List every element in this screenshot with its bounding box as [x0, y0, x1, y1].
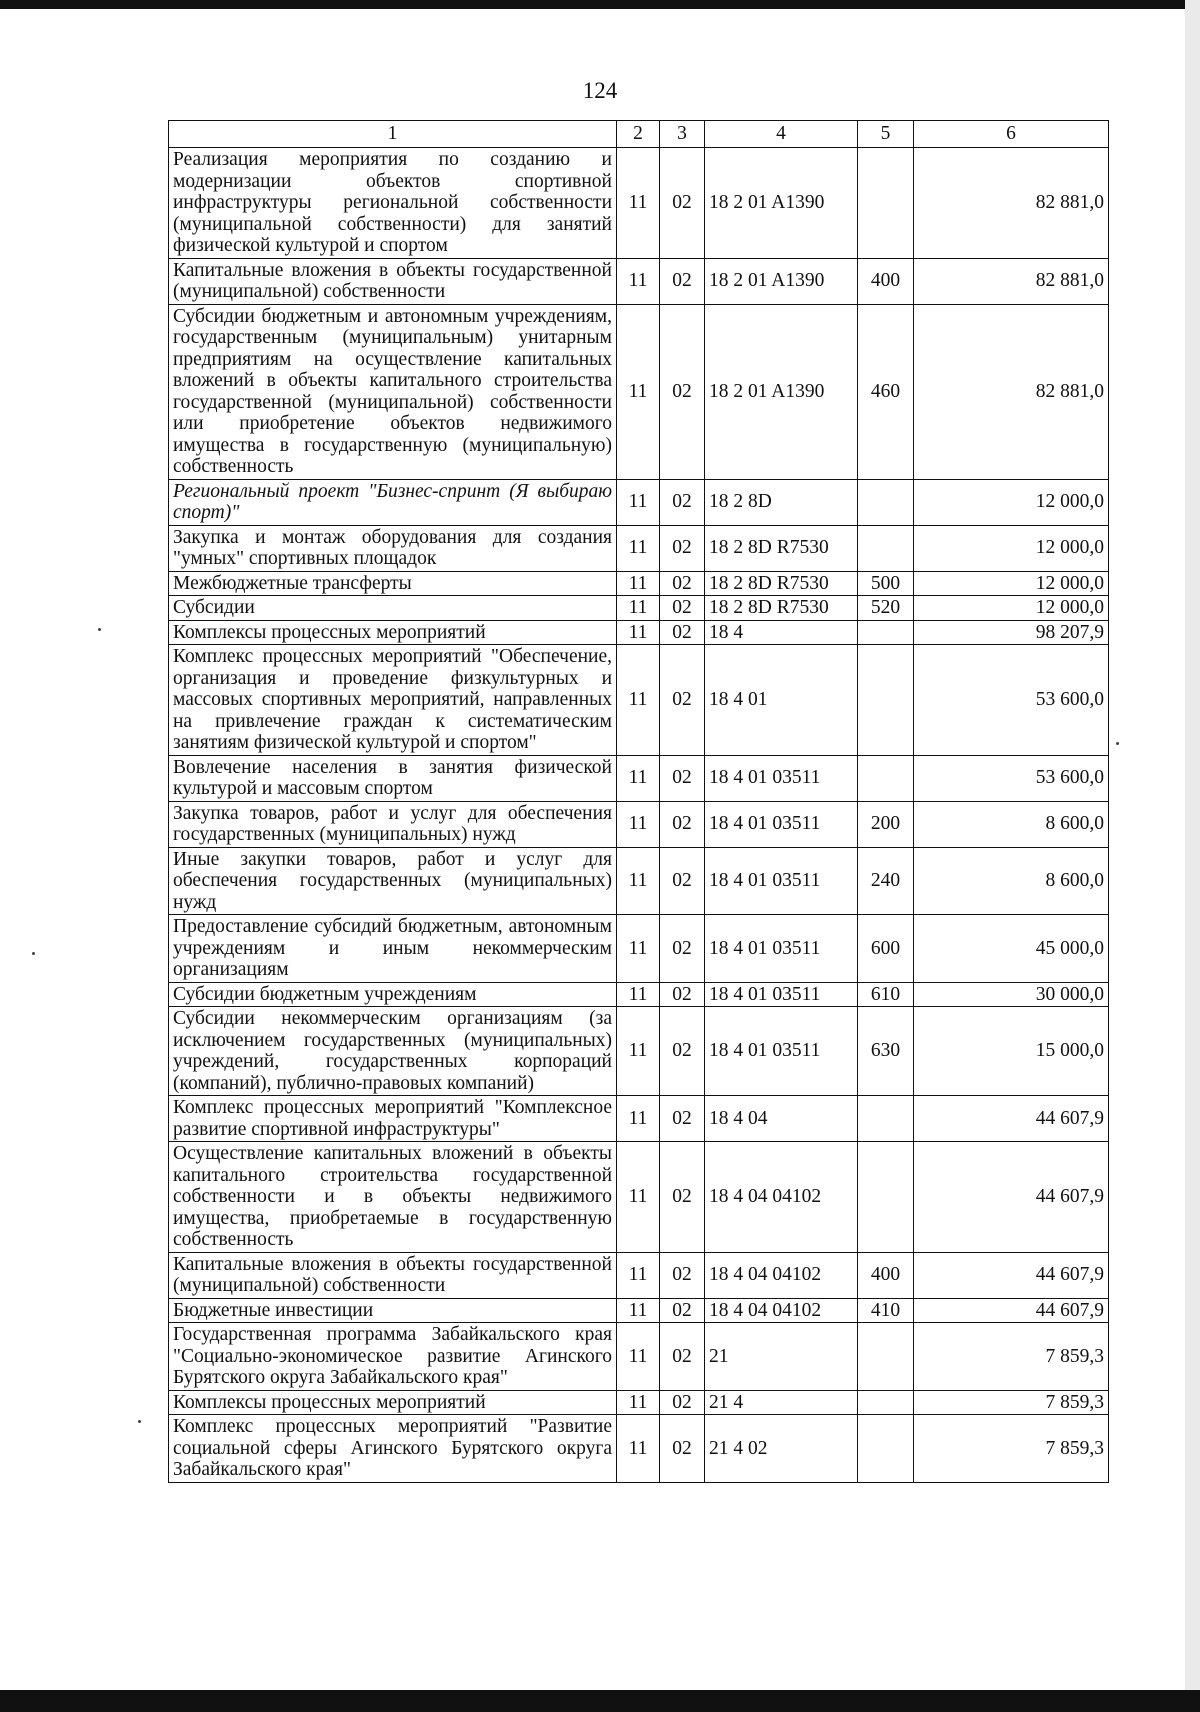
scan-speck: [1116, 742, 1119, 745]
row-name-cell: Иные закупки товаров, работ и услуг для обеспечения государственных (муниципальных) нужд: [169, 847, 617, 915]
row-name-cell: Региональный проект "Бизнес-спринт (Я выбираю спорт)": [169, 479, 617, 525]
target-article-cell: 18 2 8D R7530: [705, 525, 858, 571]
amount-cell: 12 000,0: [914, 596, 1109, 621]
page-number: 124: [582, 78, 618, 103]
target-article-cell: 18 4 01: [705, 645, 858, 756]
subsection-cell: 02: [660, 479, 705, 525]
section-cell: 11: [617, 1142, 660, 1253]
row-name-cell: Предоставление субсидий бюджетным, автономным учреждениям и иным некоммерческим организациям: [169, 915, 617, 983]
amount-cell: 44 607,9: [914, 1142, 1109, 1253]
row-name-cell: Межбюджетные трансферты: [169, 571, 617, 596]
column-header: 5: [858, 121, 914, 148]
column-header: 4: [705, 121, 858, 148]
scan-speck: [32, 952, 35, 955]
scan-border-right: [1185, 0, 1200, 1712]
section-cell: 11: [617, 525, 660, 571]
expense-type-cell: [858, 1323, 914, 1391]
section-cell: 11: [617, 915, 660, 983]
section-cell: 11: [617, 620, 660, 645]
expense-type-cell: [858, 1390, 914, 1415]
expense-type-cell: 520: [858, 596, 914, 621]
subsection-cell: 02: [660, 304, 705, 479]
target-article-cell: 18 4 01 03511: [705, 1007, 858, 1096]
section-cell: 11: [617, 479, 660, 525]
amount-cell: 8 600,0: [914, 847, 1109, 915]
table-row: [169, 571, 1109, 596]
expense-type-cell: 630: [858, 1007, 914, 1096]
table-row: [169, 847, 1109, 915]
amount-cell: 82 881,0: [914, 258, 1109, 304]
target-article-cell: 18 4 04 04102: [705, 1252, 858, 1298]
target-article-cell: 18 4 01 03511: [705, 982, 858, 1007]
subsection-cell: 02: [660, 571, 705, 596]
row-name-cell: Реализация мероприятия по созданию и модернизации объектов спортивной инфраструктуры региональной собственности (муниципальной собственности) для занятий физической культурой и спортом: [169, 148, 617, 259]
amount-cell: 8 600,0: [914, 801, 1109, 847]
scan-speck: [138, 1420, 141, 1423]
table-row: [169, 1298, 1109, 1323]
target-article-cell: 18 4 01 03511: [705, 801, 858, 847]
table-row: [169, 801, 1109, 847]
row-name-cell: Комплекс процессных мероприятий "Комплексное развитие спортивной инфраструктуры": [169, 1096, 617, 1142]
amount-cell: 44 607,9: [914, 1096, 1109, 1142]
row-name-cell: Капитальные вложения в объекты государственной (муниципальной) собственности: [169, 258, 617, 304]
amount-cell: 53 600,0: [914, 645, 1109, 756]
column-header: 2: [617, 121, 660, 148]
row-name-cell: Государственная программа Забайкальского края "Социально-экономическое развитие Агинского Бурятского округа Забайкальского края": [169, 1323, 617, 1391]
table-row: [169, 915, 1109, 983]
section-cell: 11: [617, 1415, 660, 1483]
table-row: [169, 304, 1109, 479]
row-name-cell: Субсидии некоммерческим организациям (за исключением государственных (муниципальных) учреждений, государственных корпораций (компаний), публично-правовых компаний): [169, 1007, 617, 1096]
subsection-cell: 02: [660, 1142, 705, 1253]
expense-type-cell: [858, 755, 914, 801]
section-cell: 11: [617, 1096, 660, 1142]
amount-cell: 98 207,9: [914, 620, 1109, 645]
table-row: [169, 1252, 1109, 1298]
section-cell: 11: [617, 571, 660, 596]
scan-border-top: [0, 0, 1200, 9]
expense-type-cell: 500: [858, 571, 914, 596]
table-row: [169, 1007, 1109, 1096]
subsection-cell: 02: [660, 915, 705, 983]
row-name-cell: Капитальные вложения в объекты государственной (муниципальной) собственности: [169, 1252, 617, 1298]
table-row: [169, 1096, 1109, 1142]
row-name-cell: Бюджетные инвестиции: [169, 1298, 617, 1323]
row-name-cell: Субсидии бюджетным и автономным учреждениям, государственным (муниципальным) унитарным предприятиям на осуществление капитальных вложений в объекты капитального строительства государственной (муниципальной) собственности или приобретение объектов недвижимого имущества в государственную (муниципальную) собственность: [169, 304, 617, 479]
table-body: [169, 148, 1109, 1483]
section-cell: 11: [617, 1298, 660, 1323]
row-name-cell: Комплекс процессных мероприятий "Обеспечение, организация и проведение физкультурных и массовых спортивных мероприятий, направленных на привлечение граждан к систематическим занятиям физической культурой и спортом": [169, 645, 617, 756]
amount-cell: 44 607,9: [914, 1252, 1109, 1298]
table-header-row: [169, 121, 1109, 148]
subsection-cell: 02: [660, 525, 705, 571]
table-row: [169, 596, 1109, 621]
section-cell: 11: [617, 982, 660, 1007]
target-article-cell: 18 4: [705, 620, 858, 645]
amount-cell: 7 859,3: [914, 1390, 1109, 1415]
expense-type-cell: [858, 148, 914, 259]
subsection-cell: 02: [660, 1323, 705, 1391]
subsection-cell: 02: [660, 1415, 705, 1483]
expense-type-cell: 600: [858, 915, 914, 983]
section-cell: 11: [617, 645, 660, 756]
subsection-cell: 02: [660, 620, 705, 645]
target-article-cell: 18 2 8D R7530: [705, 571, 858, 596]
target-article-cell: 18 4 01 03511: [705, 755, 858, 801]
target-article-cell: 18 2 01 A1390: [705, 148, 858, 259]
expense-type-cell: [858, 1096, 914, 1142]
target-article-cell: 21 4 02: [705, 1415, 858, 1483]
target-article-cell: 18 4 04 04102: [705, 1142, 858, 1253]
target-article-cell: 18 2 8D: [705, 479, 858, 525]
row-name-cell: Субсидии: [169, 596, 617, 621]
row-name-cell: Закупка товаров, работ и услуг для обеспечения государственных (муниципальных) нужд: [169, 801, 617, 847]
amount-cell: 53 600,0: [914, 755, 1109, 801]
target-article-cell: 18 2 01 A1390: [705, 258, 858, 304]
amount-cell: 12 000,0: [914, 525, 1109, 571]
target-article-cell: 18 4 01 03511: [705, 915, 858, 983]
target-article-cell: 18 4 04: [705, 1096, 858, 1142]
table-row: [169, 1415, 1109, 1483]
expense-type-cell: 610: [858, 982, 914, 1007]
column-header: 6: [914, 121, 1109, 148]
expense-type-cell: 400: [858, 258, 914, 304]
row-name-cell: Комплекс процессных мероприятий "Развитие социальной сферы Агинского Бурятского округа Забайкальского края": [169, 1415, 617, 1483]
subsection-cell: 02: [660, 847, 705, 915]
subsection-cell: 02: [660, 1252, 705, 1298]
subsection-cell: 02: [660, 1007, 705, 1096]
row-name-cell: Комплексы процессных мероприятий: [169, 620, 617, 645]
scan-speck: [98, 628, 101, 631]
expense-type-cell: [858, 1142, 914, 1253]
subsection-cell: 02: [660, 1390, 705, 1415]
amount-cell: 82 881,0: [914, 148, 1109, 259]
table-row: [169, 525, 1109, 571]
amount-cell: 12 000,0: [914, 479, 1109, 525]
expense-type-cell: [858, 620, 914, 645]
expense-type-cell: 400: [858, 1252, 914, 1298]
section-cell: 11: [617, 755, 660, 801]
row-name-cell: Комплексы процессных мероприятий: [169, 1390, 617, 1415]
target-article-cell: 18 2 01 A1390: [705, 304, 858, 479]
target-article-cell: 18 2 8D R7530: [705, 596, 858, 621]
target-article-cell: 18 4 04 04102: [705, 1298, 858, 1323]
table-row: [169, 620, 1109, 645]
subsection-cell: 02: [660, 1298, 705, 1323]
amount-cell: 7 859,3: [914, 1415, 1109, 1483]
section-cell: 11: [617, 1323, 660, 1391]
row-name-cell: Вовлечение населения в занятия физической культурой и массовым спортом: [169, 755, 617, 801]
amount-cell: 82 881,0: [914, 304, 1109, 479]
table-row: [169, 982, 1109, 1007]
column-header: 3: [660, 121, 705, 148]
table-row: [169, 755, 1109, 801]
expense-type-cell: [858, 525, 914, 571]
section-cell: 11: [617, 148, 660, 259]
table-row: [169, 645, 1109, 756]
table-row: [169, 1323, 1109, 1391]
expense-type-cell: 200: [858, 801, 914, 847]
expense-type-cell: [858, 645, 914, 756]
section-cell: 11: [617, 801, 660, 847]
row-name-cell: Закупка и монтаж оборудования для создания "умных" спортивных площадок: [169, 525, 617, 571]
section-cell: 11: [617, 1252, 660, 1298]
expense-type-cell: 410: [858, 1298, 914, 1323]
subsection-cell: 02: [660, 258, 705, 304]
amount-cell: 12 000,0: [914, 571, 1109, 596]
amount-cell: 15 000,0: [914, 1007, 1109, 1096]
target-article-cell: 21 4: [705, 1390, 858, 1415]
table-row: [169, 1390, 1109, 1415]
section-cell: 11: [617, 258, 660, 304]
expense-type-cell: [858, 479, 914, 525]
amount-cell: 7 859,3: [914, 1323, 1109, 1391]
table-row: [169, 1142, 1109, 1253]
section-cell: 11: [617, 596, 660, 621]
amount-cell: 44 607,9: [914, 1298, 1109, 1323]
row-name-cell: Субсидии бюджетным учреждениям: [169, 982, 617, 1007]
expense-type-cell: 460: [858, 304, 914, 479]
section-cell: 11: [617, 847, 660, 915]
budget-table: [168, 120, 1109, 1483]
section-cell: 11: [617, 1007, 660, 1096]
subsection-cell: 02: [660, 801, 705, 847]
amount-cell: 30 000,0: [914, 982, 1109, 1007]
column-header: 1: [169, 121, 617, 148]
table-row: [169, 479, 1109, 525]
table-row: [169, 148, 1109, 259]
subsection-cell: 02: [660, 148, 705, 259]
subsection-cell: 02: [660, 645, 705, 756]
section-cell: 11: [617, 304, 660, 479]
target-article-cell: 18 4 01 03511: [705, 847, 858, 915]
section-cell: 11: [617, 1390, 660, 1415]
subsection-cell: 02: [660, 596, 705, 621]
subsection-cell: 02: [660, 982, 705, 1007]
amount-cell: 45 000,0: [914, 915, 1109, 983]
table-row: [169, 258, 1109, 304]
target-article-cell: 21: [705, 1323, 858, 1391]
expense-type-cell: [858, 1415, 914, 1483]
subsection-cell: 02: [660, 755, 705, 801]
subsection-cell: 02: [660, 1096, 705, 1142]
scan-border-bottom: [0, 1690, 1200, 1712]
expense-type-cell: 240: [858, 847, 914, 915]
row-name-cell: Осуществление капитальных вложений в объекты капитального строительства государственной собственности и в объекты недвижимого имущества, приобретаемые в государственную собственность: [169, 1142, 617, 1253]
